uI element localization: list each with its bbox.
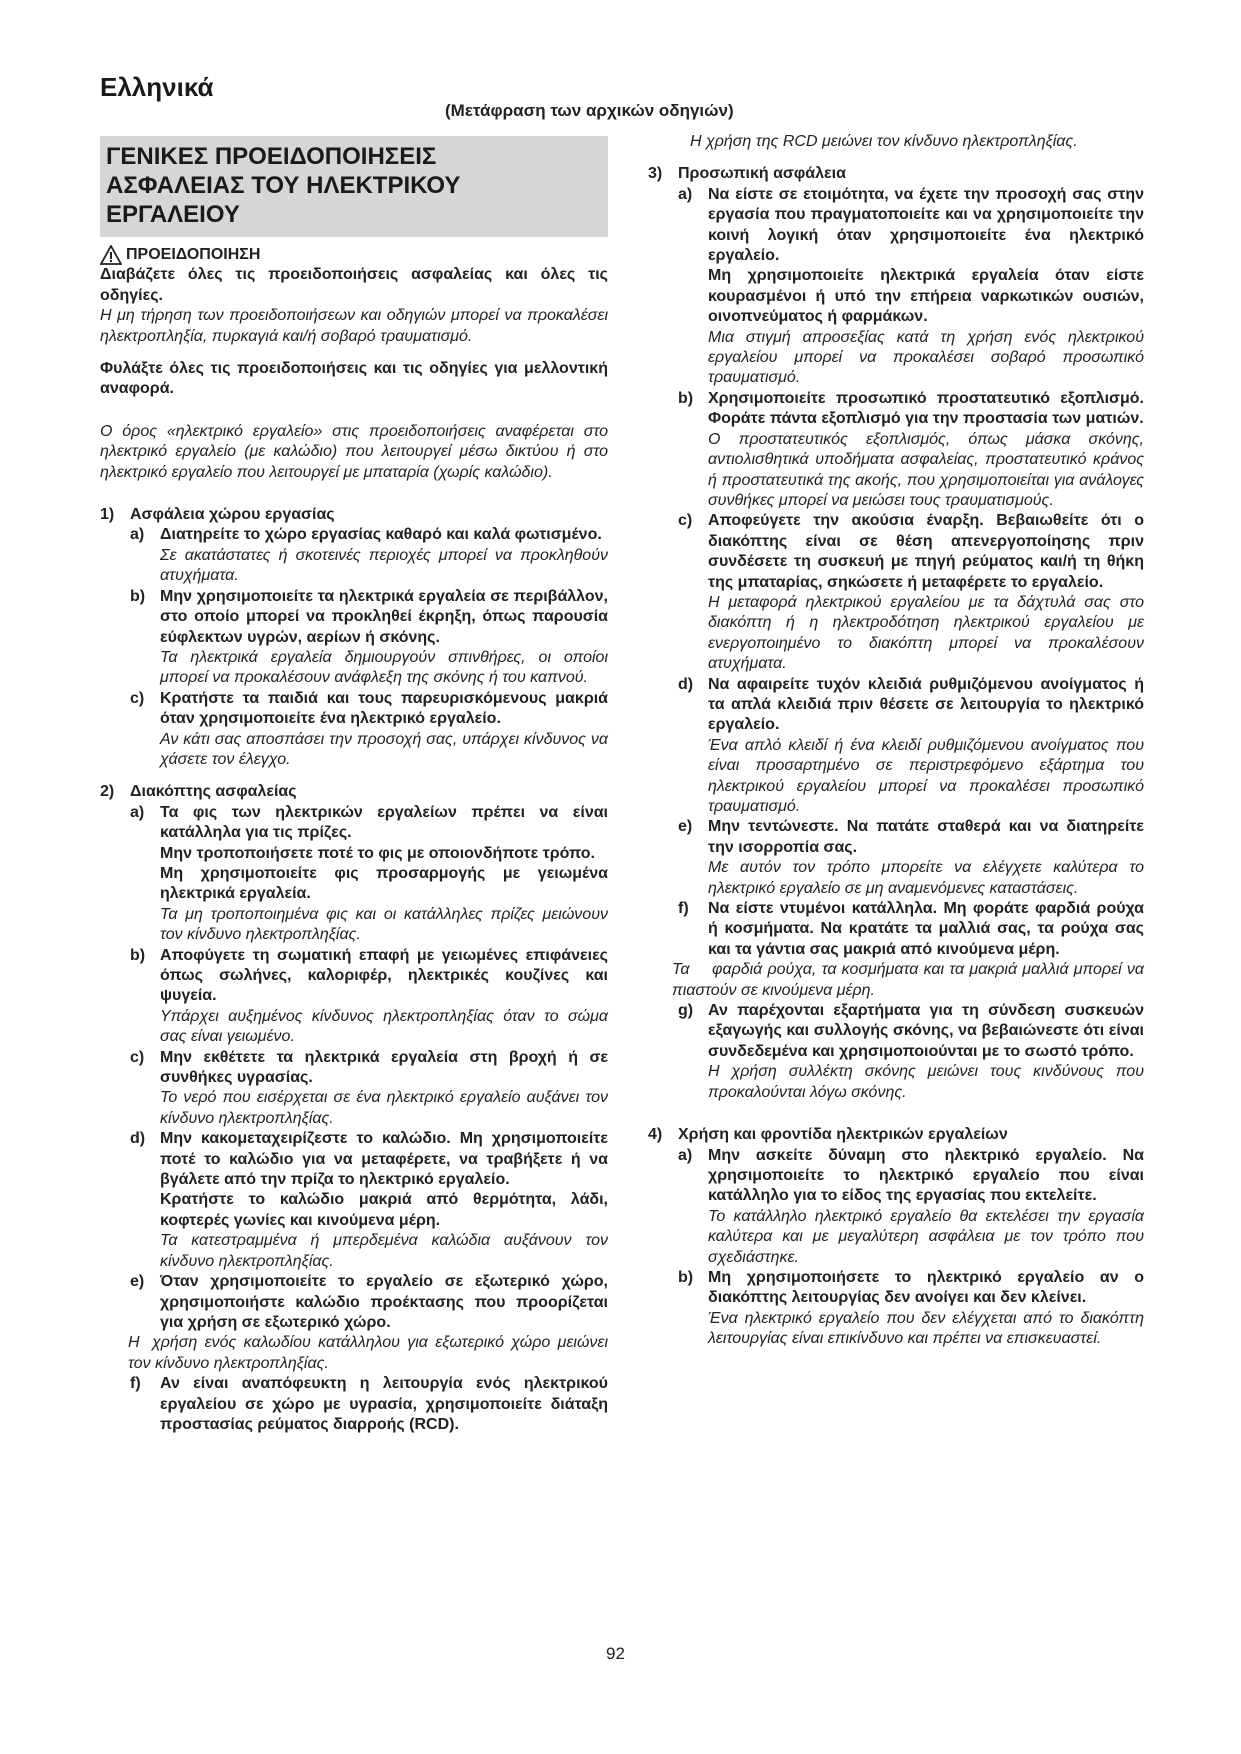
list-item bbox=[130, 946, 608, 1048]
list-item bbox=[678, 511, 1144, 674]
section-title-line-1: ΓΕΝΙΚΕΣ ΠΡΟΕΙΔΟΠΟΙΗΣΕΙΣ bbox=[106, 143, 437, 170]
item-label: b) bbox=[678, 1268, 694, 1286]
warning-bold-text: Διαβάζετε όλες τις προειδοποιήσεις ασφαλείας και όλες τις οδηγίες. bbox=[100, 266, 608, 304]
section-1-items bbox=[130, 525, 608, 770]
list-item bbox=[130, 803, 608, 946]
item-italic: Αν κάτι σας αποσπάσει την προσοχή σας, υπάρχει κίνδυνος να χάσετε τον έλεγχο. bbox=[160, 730, 608, 768]
item-label: a) bbox=[678, 1146, 693, 1164]
item-bold: Να είστε σε ετοιμότητα, να έχετε την προσοχή σας στην εργασία που πραγματοποιείτε και να χρησιμοποιείτε την κοινή λογική όταν χρησιμοποιείτε ένα ηλεκτρικό εργαλείο. bbox=[708, 185, 1144, 265]
item-bold: Μην τεντώνεστε. Να πατάτε σταθερά και να διατηρείτε την ισορροπία σας. bbox=[708, 818, 1144, 856]
rcd-note: Η χρήση της RCD μειώνει τον κίνδυνο ηλεκτροπληξίας. bbox=[690, 133, 1078, 150]
section-4-heading bbox=[648, 1125, 1144, 1145]
item-italic: Με αυτόν τον τρόπο μπορείτε να ελέγχετε καλύτερα το ηλεκτρικό εργαλείο σε μη αναμενόμενες καταστάσεις. bbox=[708, 859, 1144, 897]
section-3-number: 3) bbox=[648, 165, 663, 183]
item-italic-lead: Η bbox=[128, 1334, 140, 1352]
section-4-items bbox=[678, 1146, 1144, 1350]
list-item bbox=[678, 899, 1144, 960]
item-label: g) bbox=[678, 1002, 694, 1020]
section-1-title: Ασφάλεια χώρου εργασίας bbox=[130, 506, 335, 524]
section-1-heading bbox=[100, 505, 608, 525]
item-label: f) bbox=[678, 900, 689, 918]
item-label: c) bbox=[130, 1048, 145, 1066]
page-language: Ελληνικά bbox=[100, 72, 214, 102]
item-bold: Μη χρησιμοποιήσετε το ηλεκτρικό εργαλείο αν ο διακόπτης λειτουργίας δεν ανοίγει και δεν κλείνει. bbox=[708, 1268, 1144, 1307]
section-title-line-3: ΕΡΓΑΛΕΙΟΥ bbox=[106, 201, 240, 228]
item-italic: φαρδιά ρούχα, τα κοσμήματα και τα μακριά μαλλιά μπορεί να πιαστούν σε κινούμενα μέρη. bbox=[672, 961, 1144, 999]
item-label: a) bbox=[130, 803, 145, 821]
list-item bbox=[130, 1374, 608, 1435]
item-bold: Τα φις των ηλεκτρικών εργαλείων πρέπει να είναι κατάλληλα για τις πρίζες. bbox=[160, 803, 608, 842]
item-label: c) bbox=[678, 512, 693, 530]
list-item bbox=[130, 1129, 608, 1272]
section-4-number: 4) bbox=[648, 1126, 663, 1144]
list-item bbox=[130, 587, 608, 689]
item-label: a) bbox=[678, 185, 693, 203]
list-item bbox=[130, 689, 608, 771]
item-label: c) bbox=[130, 689, 145, 707]
item-bold: Μην τροποποιήσετε ποτέ το φις με οποιονδήποτε τρόπο. bbox=[160, 844, 595, 862]
list-item bbox=[678, 817, 1144, 899]
item-bold: Χρησιμοποιείτε προσωπικό προστατευτικό εξοπλισμό. Φοράτε πάντα εξοπλισμό για την προστασία των ματιών. bbox=[708, 389, 1144, 428]
section-2-heading bbox=[100, 782, 608, 802]
item-bold: Να είστε ντυμένοι κατάλληλα. Μη φοράτε φαρδιά ρούχα ή κοσμήματα. Να κρατάτε τα μαλλιά σας, τα ρούχα σας και τα γάντια σας μακριά από κινούμενα μέρη. bbox=[708, 900, 1144, 958]
item-bold: Μην ασκείτε δύναμη στο ηλεκτρικό εργαλείο. Να χρησιμοποιείτε το ηλεκτρικό εργαλείο που είναι κατάλληλο για το είδος της εργασίας που εκτελείτε. bbox=[708, 1146, 1144, 1205]
section-2-number: 2) bbox=[100, 783, 115, 801]
item-bold: Αποφεύγετε την ακούσια έναρξη. Βεβαιωθείτε ότι ο διακόπτης είναι σε θέση απενεργοποίησης πριν συνδέσετε τη συσκευή με πηγή ρεύματος και/ή τη θήκη της μπαταρίας, σηκώσετε ή μεταφέρετε το εργαλείο. bbox=[708, 512, 1144, 591]
item-bold: Μη χρησιμοποιείτε ηλεκτρικά εργαλεία όταν είστε κουρασμένοι ή υπό την επήρεια ναρκωτικών ουσιών, οινοπνεύματος ή φαρμάκων. bbox=[708, 267, 1144, 326]
item-italic: Μια στιγμή απροσεξίας κατά τη χρήση ενός ηλεκτρικού εργαλείου μπορεί να προκαλέσει σοβαρό προσωπικό τραυματισμό. bbox=[708, 328, 1144, 387]
section-title-box bbox=[100, 136, 608, 237]
item-italic: Το κατάλληλο ηλεκτρικό εργαλείο θα εκτελέσει την εργασία καλύτερα και με μεγαλύτερη ασφάλεια με τον τρόπο που σχεδιάστηκε. bbox=[708, 1207, 1144, 1266]
item-bold: Κρατήστε τα παιδιά και τους παρευρισκόμενους μακριά όταν χρησιμοποιείτε ένα ηλεκτρικό εργαλείο. bbox=[160, 689, 608, 728]
section-1-number: 1) bbox=[100, 506, 115, 524]
item-bold: Μη χρησιμοποιείτε φις προσαρμογής με γειωμένα ηλεκτρικά εργαλεία. bbox=[160, 864, 608, 903]
section-title-line-2: ΑΣΦΑΛΕΙΑΣ ΤΟΥ ΗΛΕΚΤΡΙΚΟΥ bbox=[106, 172, 461, 199]
item-italic: Υπάρχει αυξημένος κίνδυνος ηλεκτροπληξίας όταν το σώμα σας είναι γειωμένο. bbox=[160, 1007, 608, 1046]
keep-note: Φυλάξτε όλες τις προειδοποιήσεις και τις οδηγίες για μελλοντική αναφορά. bbox=[100, 360, 608, 398]
item-italic-hanging bbox=[672, 960, 1144, 1001]
item-italic: χρήση ενός καλωδίου κατάλληλου για εξωτερικό χώρο μειώνει τον κίνδυνο ηλεκτροπληξίας. bbox=[128, 1334, 608, 1372]
item-italic: Ένα ηλεκτρικό εργαλείο που δεν ελέγχεται από το διακόπτη λειτουργίας είναι επικίνδυνο και πρέπει να επισκευαστεί. bbox=[708, 1309, 1144, 1348]
warning-triangle-icon bbox=[100, 245, 122, 265]
item-label: d) bbox=[130, 1130, 146, 1148]
item-bold: Μην χρησιμοποιείτε τα ηλεκτρικά εργαλεία σε περιβάλλον, στο οποίο μπορεί να προκληθεί έκρηξη, όπως παρουσία εύφλεκτων υγρών, αερίων ή σκόνης. bbox=[160, 587, 608, 646]
section-3-title: Προσωπική ασφάλεια bbox=[678, 165, 846, 183]
item-italic: Η μεταφορά ηλεκτρικού εργαλείου με τα δάχτυλά σας στο διακόπτη ή η ηλεκτροδότηση ηλεκτρικού εργαλείου με ενεργοποιημένο το διακόπτη μπορεί να προκαλέσουν ατυχήματα. bbox=[708, 593, 1144, 673]
page-subtitle: (Μετάφραση των αρχικών οδηγιών) bbox=[445, 101, 734, 120]
list-item bbox=[678, 389, 1144, 511]
item-italic: Ένα απλό κλειδί ή ένα κλειδί ρυθμιζόμενου ανοίγματος που είναι προσαρτημένο σε περιστρεφόμενο εξάρτημα του ηλεκτρικού εργαλείου μπορεί να προκαλέσει προσωπικό τραυματισμό. bbox=[708, 736, 1144, 815]
item-italic: Η χρήση συλλέκτη σκόνης μειώνει τους κινδύνους που προκαλούνται λόγω σκόνης. bbox=[708, 1063, 1144, 1101]
section-2-items bbox=[130, 803, 608, 1436]
list-item bbox=[678, 1268, 1144, 1350]
item-italic-lead: Τα bbox=[672, 961, 690, 979]
item-label: b) bbox=[130, 587, 146, 605]
item-label: b) bbox=[678, 389, 694, 407]
list-item bbox=[678, 185, 1144, 389]
item-bold: Μην εκθέτετε τα ηλεκτρικά εργαλεία στη βροχή ή σε συνθήκες υγρασίας. bbox=[160, 1048, 608, 1087]
item-bold: Μην κακομεταχειρίζεστε το καλώδιο. Μη χρησιμοποιείτε ποτέ το καλώδιο για να μεταφέρετε, να τραβήξετε ή να βγάλετε από την πρίζα το ηλεκτρικό εργαλείο. bbox=[160, 1130, 608, 1189]
list-item bbox=[678, 1146, 1144, 1268]
term-note: Ο όρος «ηλεκτρικό εργαλείο» στις προειδοποιήσεις αναφέρεται στο ηλεκτρικό εργαλείο (με καλώδιο) που λειτουργεί μέσω δικτύου ή στο ηλεκτρικό εργαλείο που λειτουργεί με μπαταρία (χωρίς καλώδιο). bbox=[100, 422, 608, 481]
item-italic: Σε ακατάστατες ή σκοτεινές περιοχές μπορεί να προκληθούν ατυχήματα. bbox=[160, 546, 608, 585]
item-label: b) bbox=[130, 946, 146, 964]
item-italic: Το νερό που εισέρχεται σε ένα ηλεκτρικό εργαλείο αυξάνει τον κίνδυνο ηλεκτροπληξίας. bbox=[160, 1089, 608, 1127]
item-bold: Κρατήστε το καλώδιο μακριά από θερμότητα, λάδι, κοφτερές γωνίες και κινούμενα μέρη. bbox=[160, 1191, 608, 1229]
right-column bbox=[648, 132, 1144, 1350]
item-italic: Τα μη τροποποιημένα φις και οι κατάλληλες πρίζες μειώνουν τον κίνδυνο ηλεκτροπληξίας. bbox=[160, 905, 608, 944]
item-bold: Να αφαιρείτε τυχόν κλειδιά ρυθμιζόμενου ανοίγματος ή τα απλά κλειδιά πριν θέσετε σε λειτουργία το ηλεκτρικό εργαλείο. bbox=[708, 675, 1144, 734]
item-bold: Αποφύγετε τη σωματική επαφή με γειωμένες επιφάνειες όπως σωλήνες, καλοριφέρ, ηλεκτρικές κουζίνες και ψυγεία. bbox=[160, 946, 608, 1005]
item-italic: Τα κατεστραμμένα ή μπερδεμένα καλώδια αυξάνουν τον κίνδυνο ηλεκτροπληξίας. bbox=[160, 1232, 608, 1270]
list-item bbox=[678, 675, 1144, 818]
item-italic-hanging bbox=[128, 1333, 608, 1374]
item-label: e) bbox=[130, 1273, 145, 1291]
warning-label: ΠΡΟΕΙΔΟΠΟΙΗΣΗ bbox=[126, 246, 261, 263]
warning-italic-text: Η μη τήρηση των προειδοποιήσεων και οδηγιών μπορεί να προκαλέσει ηλεκτροπληξία, πυρκαγιά και/ή σοβαρό τραυματισμό. bbox=[100, 307, 608, 345]
item-bold: Όταν χρησιμοποιείτε το εργαλείο σε εξωτερικό χώρο, χρησιμοποιήστε καλώδιο προέκτασης που προορίζεται για χρήση σε εξωτερικό χώρο. bbox=[160, 1273, 608, 1331]
item-label: e) bbox=[678, 818, 693, 836]
item-italic: Ο προστατευτικός εξοπλισμός, όπως μάσκα σκόνης, αντιολισθητικά υποδήματα ασφαλείας, προστατευτικό κράνος ή προστατευτικά της ακοής, που χρησιμοποιείται για ανάλογες συνθήκες μπορεί να μειώσει τους τραυματισμούς. bbox=[708, 430, 1144, 509]
item-italic: Τα ηλεκτρικά εργαλεία δημιουργούν σπινθήρες, οι οποίοι μπορεί να προκαλέσουν ανάφλεξη της σκόνης ή του καπνού. bbox=[160, 648, 608, 687]
left-column bbox=[100, 136, 608, 1435]
section-2-title: Διακόπτης ασφαλείας bbox=[130, 783, 297, 801]
warning-heading bbox=[100, 245, 608, 265]
item-label: d) bbox=[678, 675, 694, 693]
list-item bbox=[130, 1048, 608, 1130]
section-3-heading bbox=[648, 164, 1144, 184]
list-item bbox=[130, 1272, 608, 1333]
item-bold: Αν παρέχονται εξαρτήματα για τη σύνδεση συσκευών εξαγωγής και συλλογής σκόνης, να βεβαιώνεστε ότι είναι συνδεδεμένα και χρησιμοποιούνται με το σωστό τρόπο. bbox=[708, 1002, 1144, 1060]
list-item bbox=[678, 1001, 1144, 1103]
page-number: 92 bbox=[606, 1644, 625, 1663]
item-bold: Αν είναι αναπόφευκτη η λειτουργία ενός ηλεκτρικού εργαλείου σε χώρο με υγρασία, χρησιμοποιείτε διάταξη προστασίας ρεύματος διαρροής (RCD). bbox=[160, 1375, 608, 1433]
section-4-title: Χρήση και φροντίδα ηλεκτρικών εργαλείων bbox=[678, 1126, 1008, 1144]
list-item bbox=[130, 525, 608, 586]
item-label: f) bbox=[130, 1375, 141, 1393]
section-3-items bbox=[672, 185, 1144, 1103]
item-bold: Διατηρείτε το χώρο εργασίας καθαρό και καλά φωτισμένο. bbox=[160, 526, 602, 544]
item-label: a) bbox=[130, 526, 145, 544]
